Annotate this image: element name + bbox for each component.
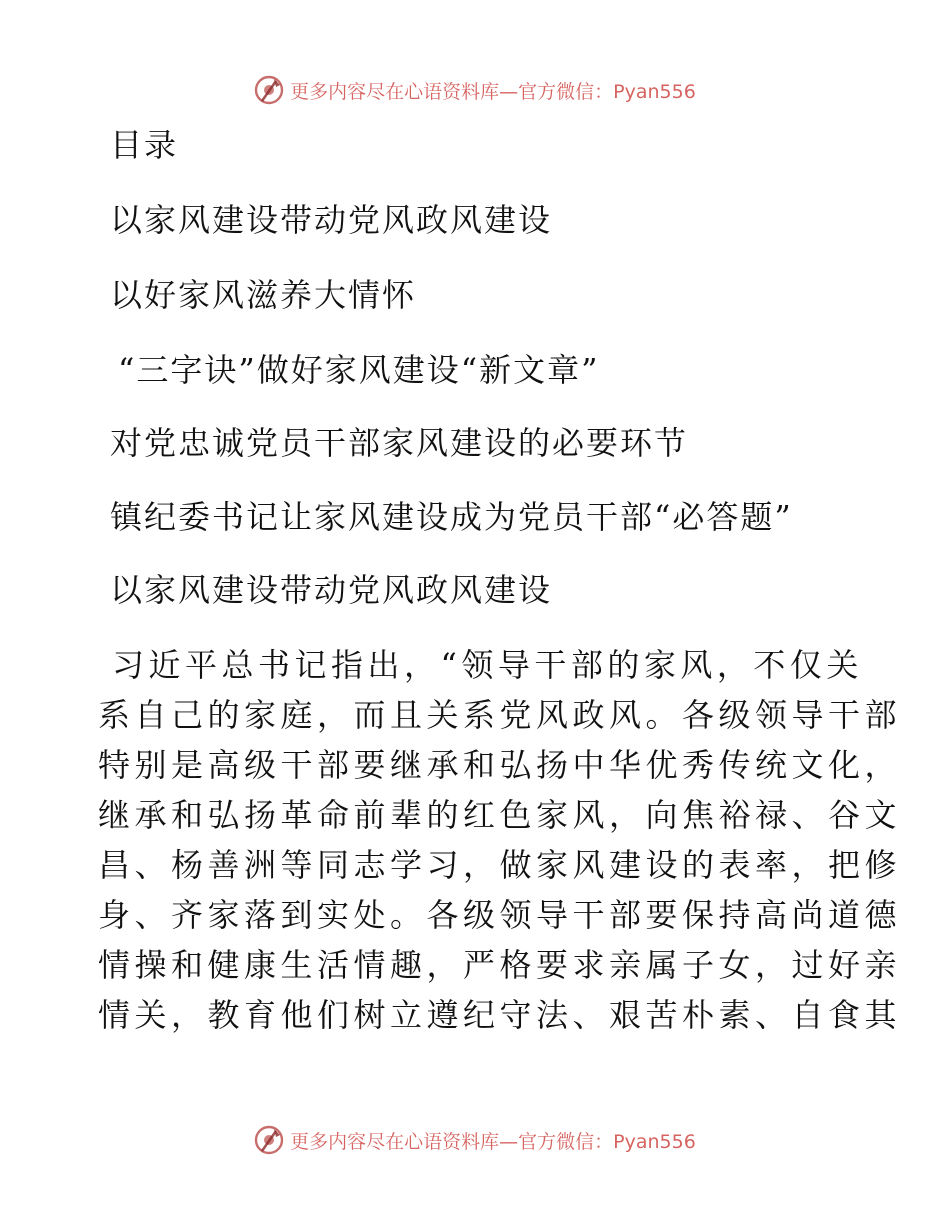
paragraph-line: 习近平总书记指出，“领导干部的家风，不仅关 — [112, 646, 863, 684]
toc-item: 以家风建设带动党风政风建设 — [110, 201, 553, 239]
body-paragraph — [98, 640, 902, 1040]
toc-item: “三字诀”做好家风建设“新文章” — [118, 351, 600, 389]
paragraph-line: 特别是高级干部要继承和弘扬中华优秀传统文化， — [98, 746, 902, 784]
paragraph-line: 昌、杨善洲等同志学习，做家风建设的表率，把修 — [98, 846, 902, 884]
section-heading: 以家风建设带动党风政风建设 — [110, 571, 553, 609]
quill-logo-icon — [254, 1125, 284, 1155]
paragraph-line: 情操和健康生活情趣，严格要求亲属子女，过好亲 — [98, 946, 902, 984]
banner-text: 更多内容尽在心语资料库—官方微信：Pyan556 — [290, 1130, 696, 1153]
footer-banner — [0, 1120, 950, 1160]
toc-item: 对党忠诚党员干部家风建设的必要环节 — [110, 424, 689, 462]
toc-title: 目录 — [110, 126, 179, 164]
banner-text: 更多内容尽在心语资料库—官方微信：Pyan556 — [290, 80, 696, 103]
toc-item: 以好家风滋养大情怀 — [110, 276, 417, 314]
paragraph-line: 继承和弘扬革命前辈的红色家风，向焦裕禄、谷文 — [98, 796, 902, 834]
header-banner — [0, 70, 950, 110]
quill-logo-icon — [254, 75, 284, 105]
toc-item: 镇纪委书记让家风建设成为党员干部“必答题” — [110, 498, 793, 536]
paragraph-line: 情关，教育他们树立遵纪守法、艰苦朴素、自食其 — [98, 996, 902, 1034]
paragraph-line: 身、齐家落到实处。各级领导干部要保持高尚道德 — [98, 896, 902, 934]
paragraph-line: 系自己的家庭，而且关系党风政风。各级领导干部 — [98, 696, 902, 734]
